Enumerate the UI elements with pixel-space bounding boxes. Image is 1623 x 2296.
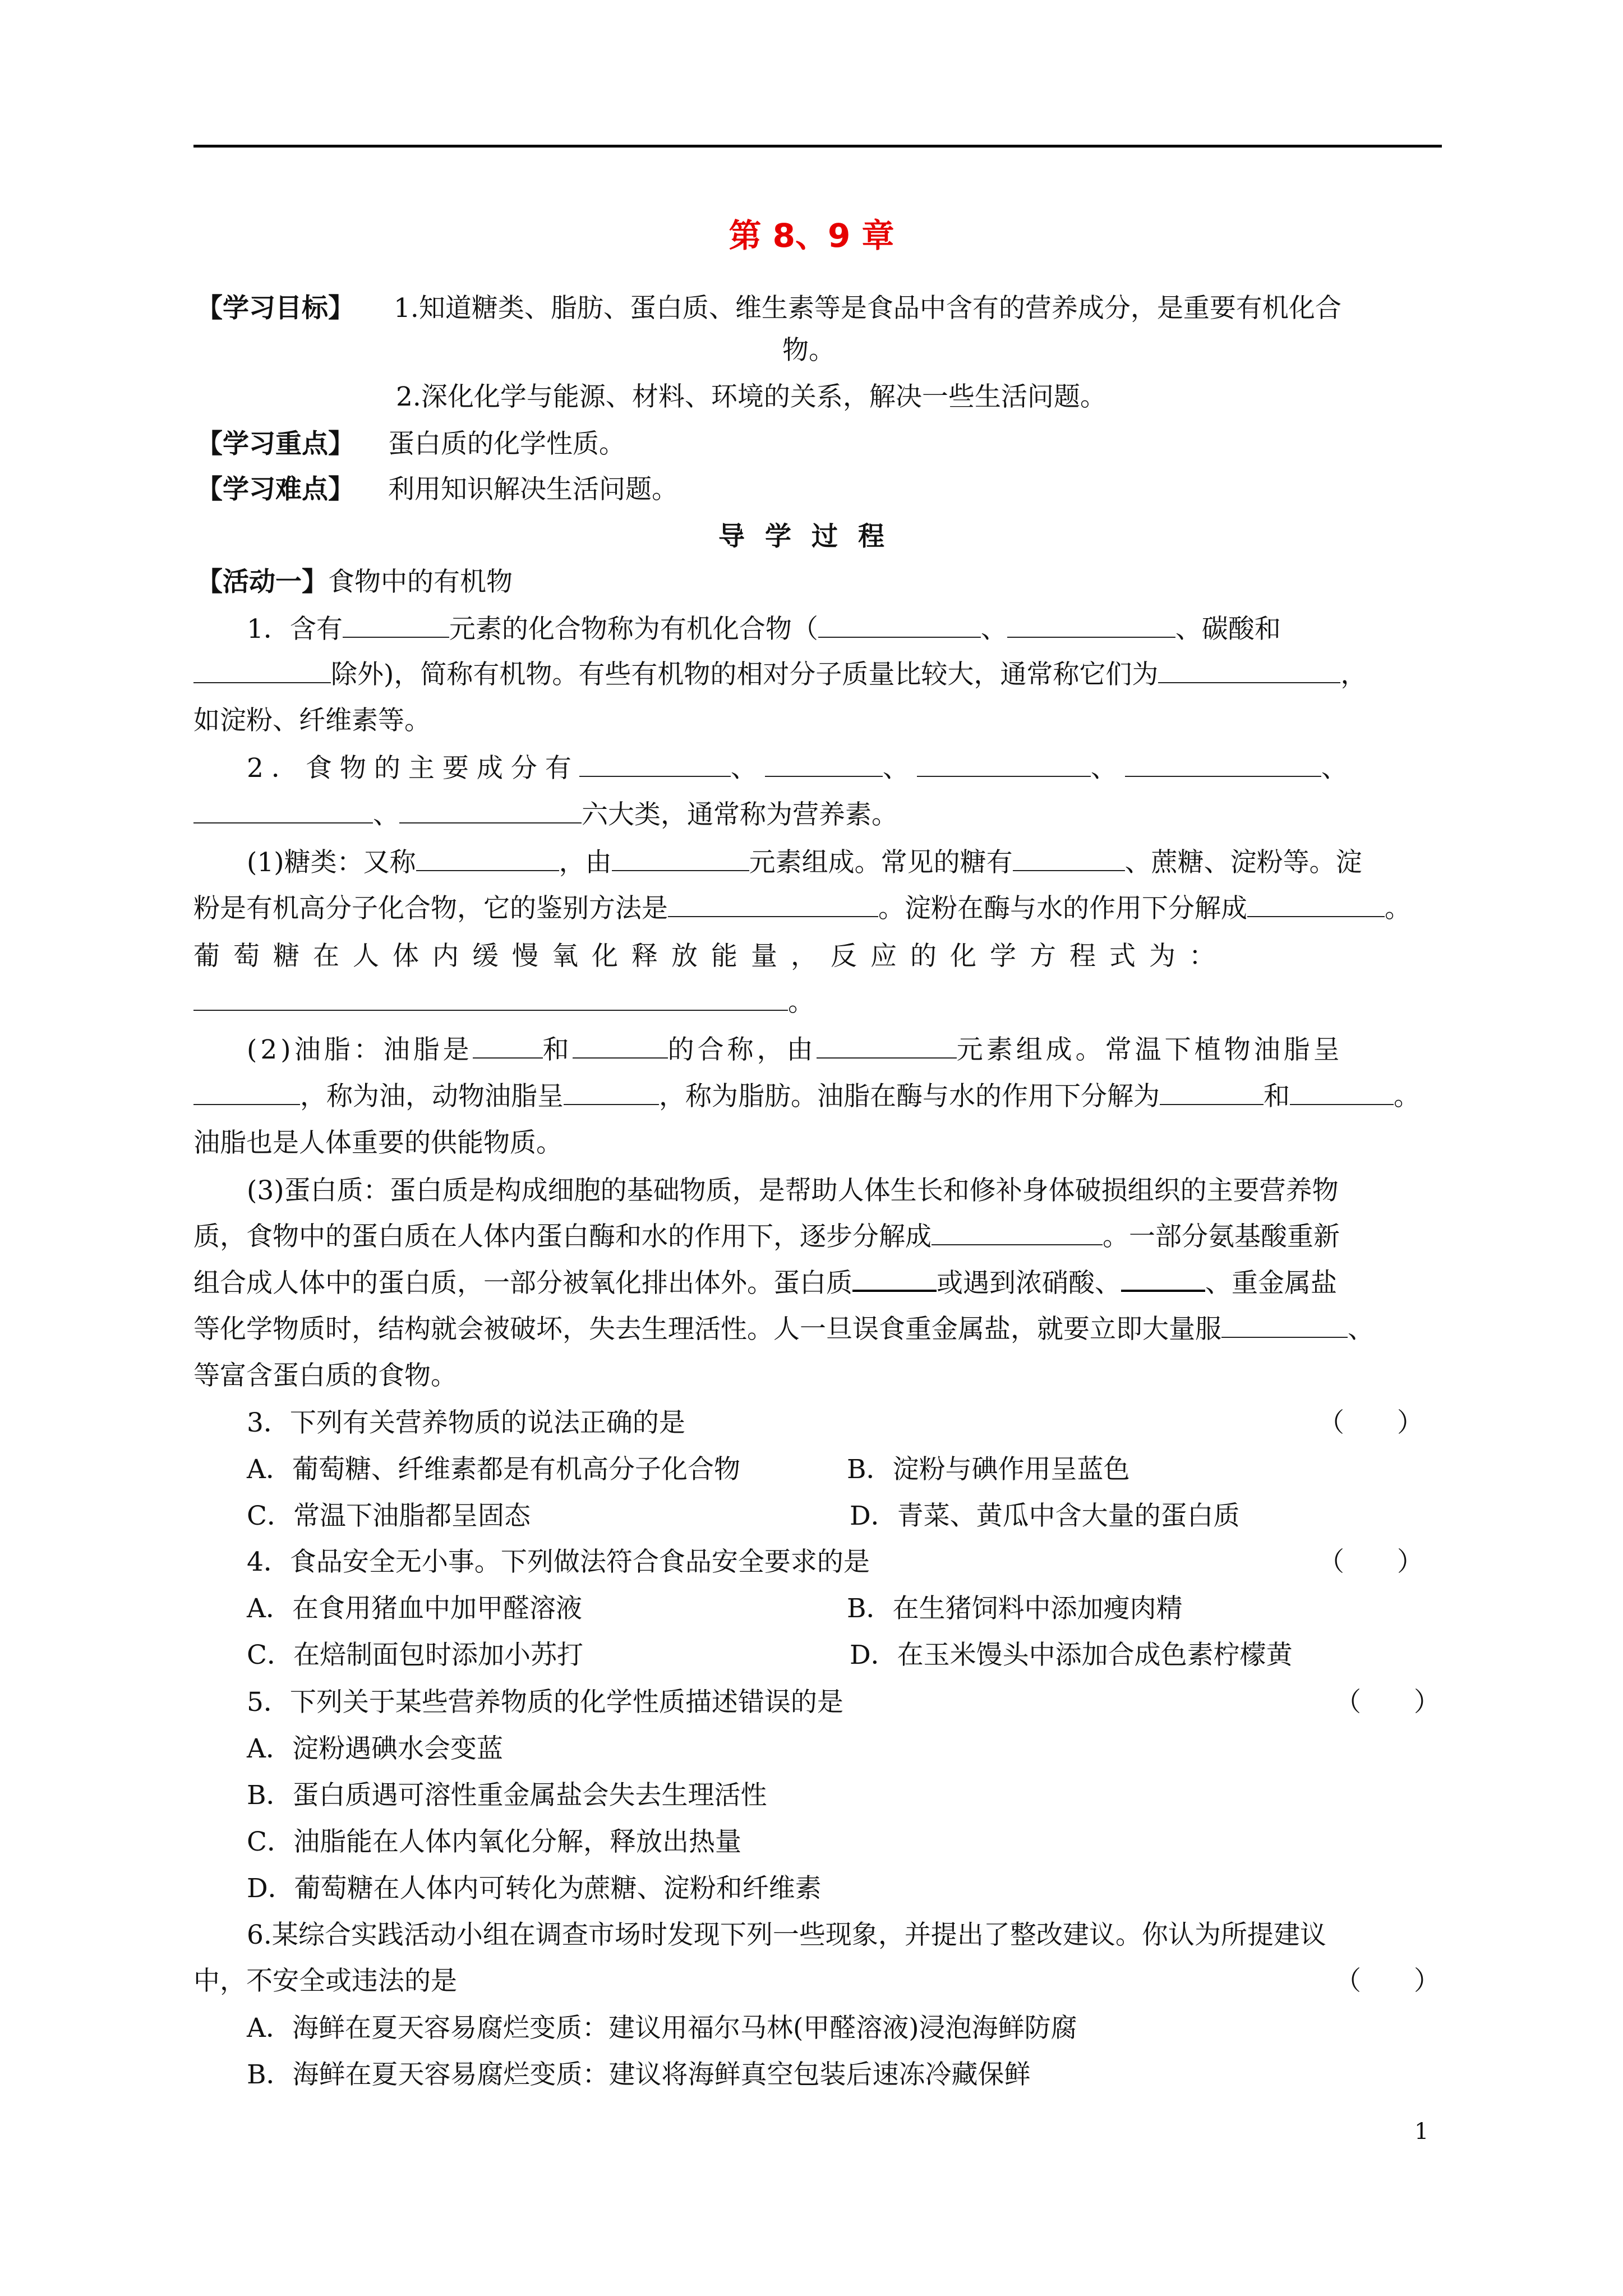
q3-choice-a[interactable]: A．葡萄糖、纤维素都是有机高分子化合物 — [247, 1454, 740, 1485]
protein-line-1: (3)蛋白质：蛋白质是构成细胞的基础物质，是帮助人体生长和修补身体破损组织的主要营养物 — [247, 1175, 1339, 1206]
q6-stem-line-1: 6.某综合实践活动小组在调查市场时发现下列一些现象，并提出了整改建议。你认为所提建议 — [247, 1920, 1326, 1950]
fat-blank-plant-state[interactable] — [193, 1079, 300, 1105]
sugar-line-1: (1)糖类：又称 ，由 元素组成。常见的糖有 、蔗糖、淀粉等。淀 — [247, 843, 1362, 882]
fat-blank-product-1[interactable] — [1160, 1079, 1264, 1105]
q1-blank-exception-2[interactable] — [1007, 612, 1175, 638]
page-title: 第 8、9 章 — [728, 217, 895, 255]
q2-line-1: 2．食物的主要成分有 、 、 、 、 — [247, 749, 1355, 788]
sugar-line-2: 粉是有机高分子化合物，它的鉴别方法是 。淀粉在酶与水的作用下分解成 。 — [193, 889, 1411, 928]
protein-blank-food[interactable] — [1221, 1312, 1348, 1338]
q2-blank-2[interactable] — [765, 751, 883, 777]
objective-2-text: 2.深化化学与能源、材料、环境的关系，解决一些生活问题。 — [396, 381, 1106, 412]
sugar-line-3: 葡萄糖在人体内缓慢氧化释放能量，反应的化学方程式为： — [193, 941, 1229, 972]
sugar-blank-hydrolysis[interactable] — [1247, 891, 1385, 917]
sugar-blank-common[interactable] — [1013, 845, 1125, 871]
q5-choice-a[interactable]: A．淀粉遇碘水会变蓝 — [247, 1733, 503, 1764]
q1-blank-exception-3[interactable] — [193, 657, 331, 683]
fat-blank-elements[interactable] — [817, 1033, 957, 1059]
q1-blank-exception-1[interactable] — [818, 612, 981, 638]
fat-blank-1[interactable] — [473, 1033, 543, 1059]
q1-line-3: 如淀粉、纤维素等。 — [193, 705, 431, 736]
q6-choice-b[interactable]: B．海鲜在夏天容易腐烂变质：建议将海鲜真空包装后速冻冷藏保鲜 — [247, 2059, 1031, 2090]
fat-line-3: 油脂也是人体重要的供能物质。 — [193, 1128, 562, 1158]
fat-blank-animal-state[interactable] — [564, 1079, 659, 1105]
key-point-label: 【学习重点】 — [196, 429, 354, 459]
q3-choice-c[interactable]: C．常温下油脂都呈固态 — [247, 1501, 531, 1531]
q5-answer-paren[interactable]: （ ） — [1335, 1687, 1440, 1718]
fat-line-2: ，称为油，动物油脂呈 ，称为脂肪。油脂在酶与水的作用下分解为 和 。 — [193, 1077, 1420, 1116]
fat-blank-product-2[interactable] — [1290, 1079, 1394, 1105]
protein-line-3: 组合成人体中的蛋白质，一部分被氧化排出体外。蛋白质 或遇到浓硝酸、 、重金属盐 — [193, 1264, 1337, 1303]
q4-choice-b[interactable]: B．在生猪饲料中添加瘦肉精 — [847, 1593, 1183, 1624]
fat-blank-2[interactable] — [573, 1033, 668, 1059]
objectives-line-1 — [196, 289, 1341, 328]
q2-blank-1[interactable] — [579, 751, 731, 777]
fat-line-1: (2)油脂：油脂是 和 的合称，由 元素组成。常温下植物油脂呈 — [247, 1030, 1343, 1070]
q3-stem: 3．下列有关营养物质的说法正确的是 — [247, 1407, 685, 1438]
sugar-blank-equation[interactable] — [193, 985, 788, 1011]
q1-line-1: 1．含有 元素的化合物称为有机化合物（ 、 、碳酸和 — [247, 610, 1281, 649]
protein-blank-heat[interactable] — [852, 1265, 937, 1292]
protein-blank-amino[interactable] — [932, 1220, 1103, 1245]
objective-1-text: 1.知道糖类、脂肪、蛋白质、维生素等是食品中含有的营养成分，是重要有机化合 — [394, 293, 1341, 324]
activity-1-text: 食物中的有机物 — [328, 567, 513, 597]
process-heading: 导学过程 — [718, 521, 905, 552]
objectives-label: 【学习目标】 — [196, 293, 354, 324]
sugar-blank-elements[interactable] — [612, 845, 749, 871]
q1-blank-element[interactable] — [343, 612, 449, 638]
difficulty-line — [196, 470, 678, 509]
q6-choice-a[interactable]: A．海鲜在夏天容易腐烂变质：建议用福尔马林(甲醛溶液)浸泡海鲜防腐 — [247, 2013, 1077, 2044]
q2-blank-6[interactable] — [399, 798, 582, 823]
page-number: 1 — [1414, 2119, 1429, 2145]
protein-line-5: 等富含蛋白质的食物。 — [193, 1360, 457, 1391]
q3-answer-paren[interactable]: （ ） — [1318, 1407, 1423, 1438]
protein-line-4: 等化学物质时，结构就会被破坏，失去生理活性。人一旦误食重金属盐，就要立即大量服 、 — [193, 1310, 1374, 1349]
q4-choice-a[interactable]: A．在食用猪血中加甲醛溶液 — [247, 1593, 582, 1624]
q6-stem-line-2: 中，不安全或违法的是 — [193, 1966, 457, 1996]
difficulty-label: 【学习难点】 — [196, 474, 354, 505]
q2-blank-3[interactable] — [917, 751, 1091, 777]
q1-line-2: 除外)，简称有机物。有些有机物的相对分子质量比较大，通常称它们为 ， — [193, 655, 1367, 694]
key-point-line — [196, 425, 625, 464]
q3-choice-b[interactable]: B．淀粉与碘作用呈蓝色 — [847, 1454, 1130, 1485]
protein-blank-agent[interactable] — [1121, 1265, 1205, 1292]
activity-1-label: 【活动一】 — [196, 567, 328, 597]
q4-choice-d[interactable]: D．在玉米馒头中添加合成色素柠檬黄 — [850, 1640, 1293, 1671]
activity-1-line — [196, 563, 513, 602]
sugar-blank-test[interactable] — [668, 891, 878, 917]
key-point-text: 蛋白质的化学性质。 — [388, 429, 625, 459]
q5-choice-b[interactable]: B．蛋白质遇可溶性重金属盐会失去生理活性 — [247, 1780, 767, 1811]
difficulty-text: 利用知识解决生活问题。 — [388, 474, 678, 505]
q3-choice-d[interactable]: D．青菜、黄瓜中含大量的蛋白质 — [850, 1501, 1240, 1531]
q4-stem: 4．食品安全无小事。下列做法符合食品安全要求的是 — [247, 1547, 870, 1577]
q2-blank-4[interactable] — [1125, 751, 1321, 777]
q4-choice-c[interactable]: C．在焙制面包时添加小苏打 — [247, 1640, 583, 1671]
q2-line-2: 、 六大类，通常称为营养素。 — [193, 795, 898, 835]
header-rule — [193, 145, 1442, 148]
sugar-blank-alias[interactable] — [416, 845, 559, 871]
q6-answer-paren[interactable]: （ ） — [1335, 1966, 1440, 1996]
q2-blank-5[interactable] — [193, 798, 373, 823]
protein-line-2: 质，食物中的蛋白质在人体内蛋白酶和水的作用下，逐步分解成 。一部分氨基酸重新 — [193, 1217, 1340, 1257]
sugar-line-4: 。 — [193, 983, 814, 1022]
objectives-line-2: 物。 — [782, 335, 835, 366]
q1-blank-polymer[interactable] — [1158, 657, 1340, 683]
q5-choice-d[interactable]: D．葡萄糖在人体内可转化为蔗糖、淀粉和纤维素 — [247, 1873, 822, 1904]
q5-stem: 5．下列关于某些营养物质的化学性质描述错误的是 — [247, 1687, 843, 1718]
q4-answer-paren[interactable]: （ ） — [1318, 1547, 1423, 1577]
q5-choice-c[interactable]: C．油脂能在人体内氧化分解，释放出热量 — [247, 1826, 741, 1857]
